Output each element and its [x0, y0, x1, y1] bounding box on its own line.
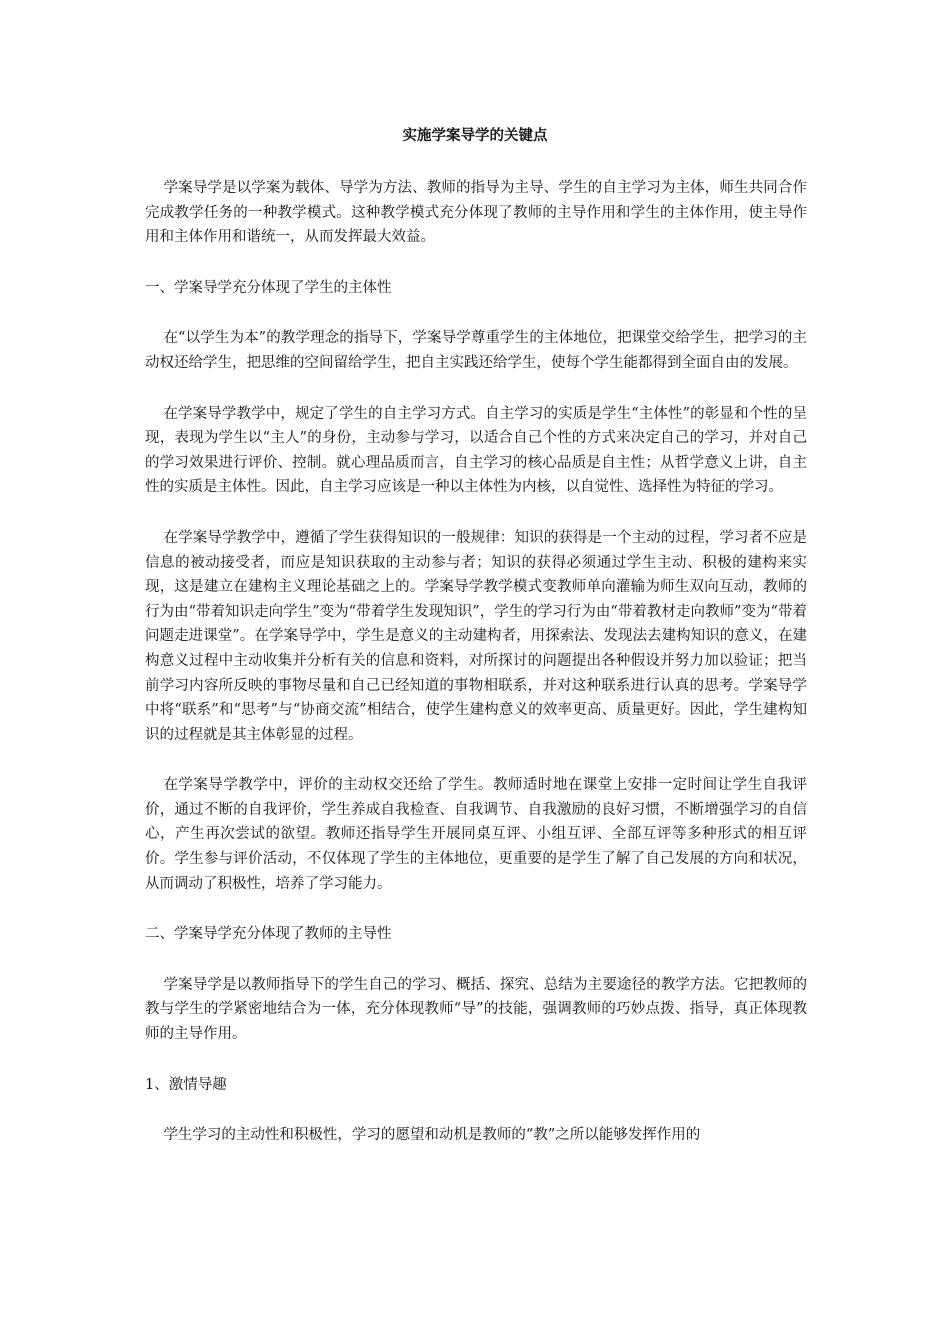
section-2-heading: 二、学案导学充分体现了教师的主导性: [145, 926, 392, 943]
intro-paragraph: 学案导学是以学案为载体、导学为方法、教师的指导为主导、学生的自主学习为主体，师生共同合作完成教学任务的一种教学模式。这种教学模式充分体现了教师的主导作用和学生的主体作用，使主导作用和主体作用和谐统一，从而发挥最大效益。: [145, 180, 807, 246]
document-body: [145, 176, 807, 1174]
subsection-1-paragraph: 学生学习的主动性和积极性，学习的愿望和动机是教师的“教”之所以能够发挥作用的: [163, 1127, 701, 1144]
section-1-heading: 一、学案导学充分体现了学生的主体性: [145, 279, 392, 296]
subsection-1-heading: 1、激情导趣: [145, 1076, 227, 1093]
section-1-paragraph-1: 在“以学生为本”的教学理念的指导下，学案导学尊重学生的主体地位，把课堂交给学生，把学习的主动权还给学生，把思维的空间留给学生，把自主实践还给学生，使每个学生能都得到全面自由的发展。: [145, 330, 807, 371]
section-1-paragraph-2: 在学案导学教学中，规定了学生的自主学习方式。自主学习的实质是学生“主体性”的彰显和个性的呈现，表现为学生以“主人”的身份，主动参与学习，以适合自己个性的方式来决定自己的学习，并对自己的学习效果进行评价、控制。就心理品质而言，自主学习的核心品质是自主性；从哲学意义上讲，自主性的实质是主体性。因此，自主学习应该是一种以主体性为内核，以自觉性、选择性为特征的学习。: [145, 405, 807, 496]
document-title: 实施学案导学的关键点: [402, 127, 548, 144]
section-1-paragraph-3: 在学案导学教学中，遵循了学生获得知识的一般规律：知识的获得是一个主动的过程，学习者不应是信息的被动接受者，而应是知识获取的主动参与者；知识的获得必须通过学生主动、积极的建构来实现，这是建立在建构主义理论基础之上的。学案导学教学模式变教师单向灌输为师生双向互动，教师的行为由“带着知识走向学生”变为“带着学生发现知识”，学生的学习行为由“带着教材走向教师”变为“带着问题走进课堂”。在学案导学中，学生是意义的主动建构者，用探索法、发现法去建构知识的意义，在建构意义过程中主动收集并分析有关的信息和资料，对所探讨的问题提出各种假设并努力加以验证；把当前学习内容所反映的事物尽量和自己已经知道的事物相联系，并对这种联系进行认真的思考。学案导学中将“联系”和“思考”与“协商交流”相结合，使学生建构意义的效率更高、质量更好。因此，学生建构知识的过程就是其主体彰显的过程。: [145, 529, 807, 743]
section-2-paragraph: 学案导学是以教师指导下的学生自己的学习、概括、探究、总结为主要途径的教学方法。它把教师的教与学生的学紧密地结合为一体，充分体现教师“导”的技能，强调教师的巧妙点拨、指导，真正体现教师的主导作用。: [145, 976, 807, 1043]
section-1-paragraph-4: 在学案导学教学中，评价的主动权交还给了学生。教师适时地在课堂上安排一定时间让学生自我评价，通过不断的自我评价，学生养成自我检查、自我调节、自我激励的良好习惯，不断增强学习的自信心，产生再次尝试的欲望。教师还指导学生开展同桌互评、小组互评、全部互评等多种形式的相互评价。学生参与评价活动，不仅体现了学生的主体地位，更重要的是学生了解了自己发展的方向和状况，从而调动了积极性，培养了学习能力。: [145, 777, 807, 892]
